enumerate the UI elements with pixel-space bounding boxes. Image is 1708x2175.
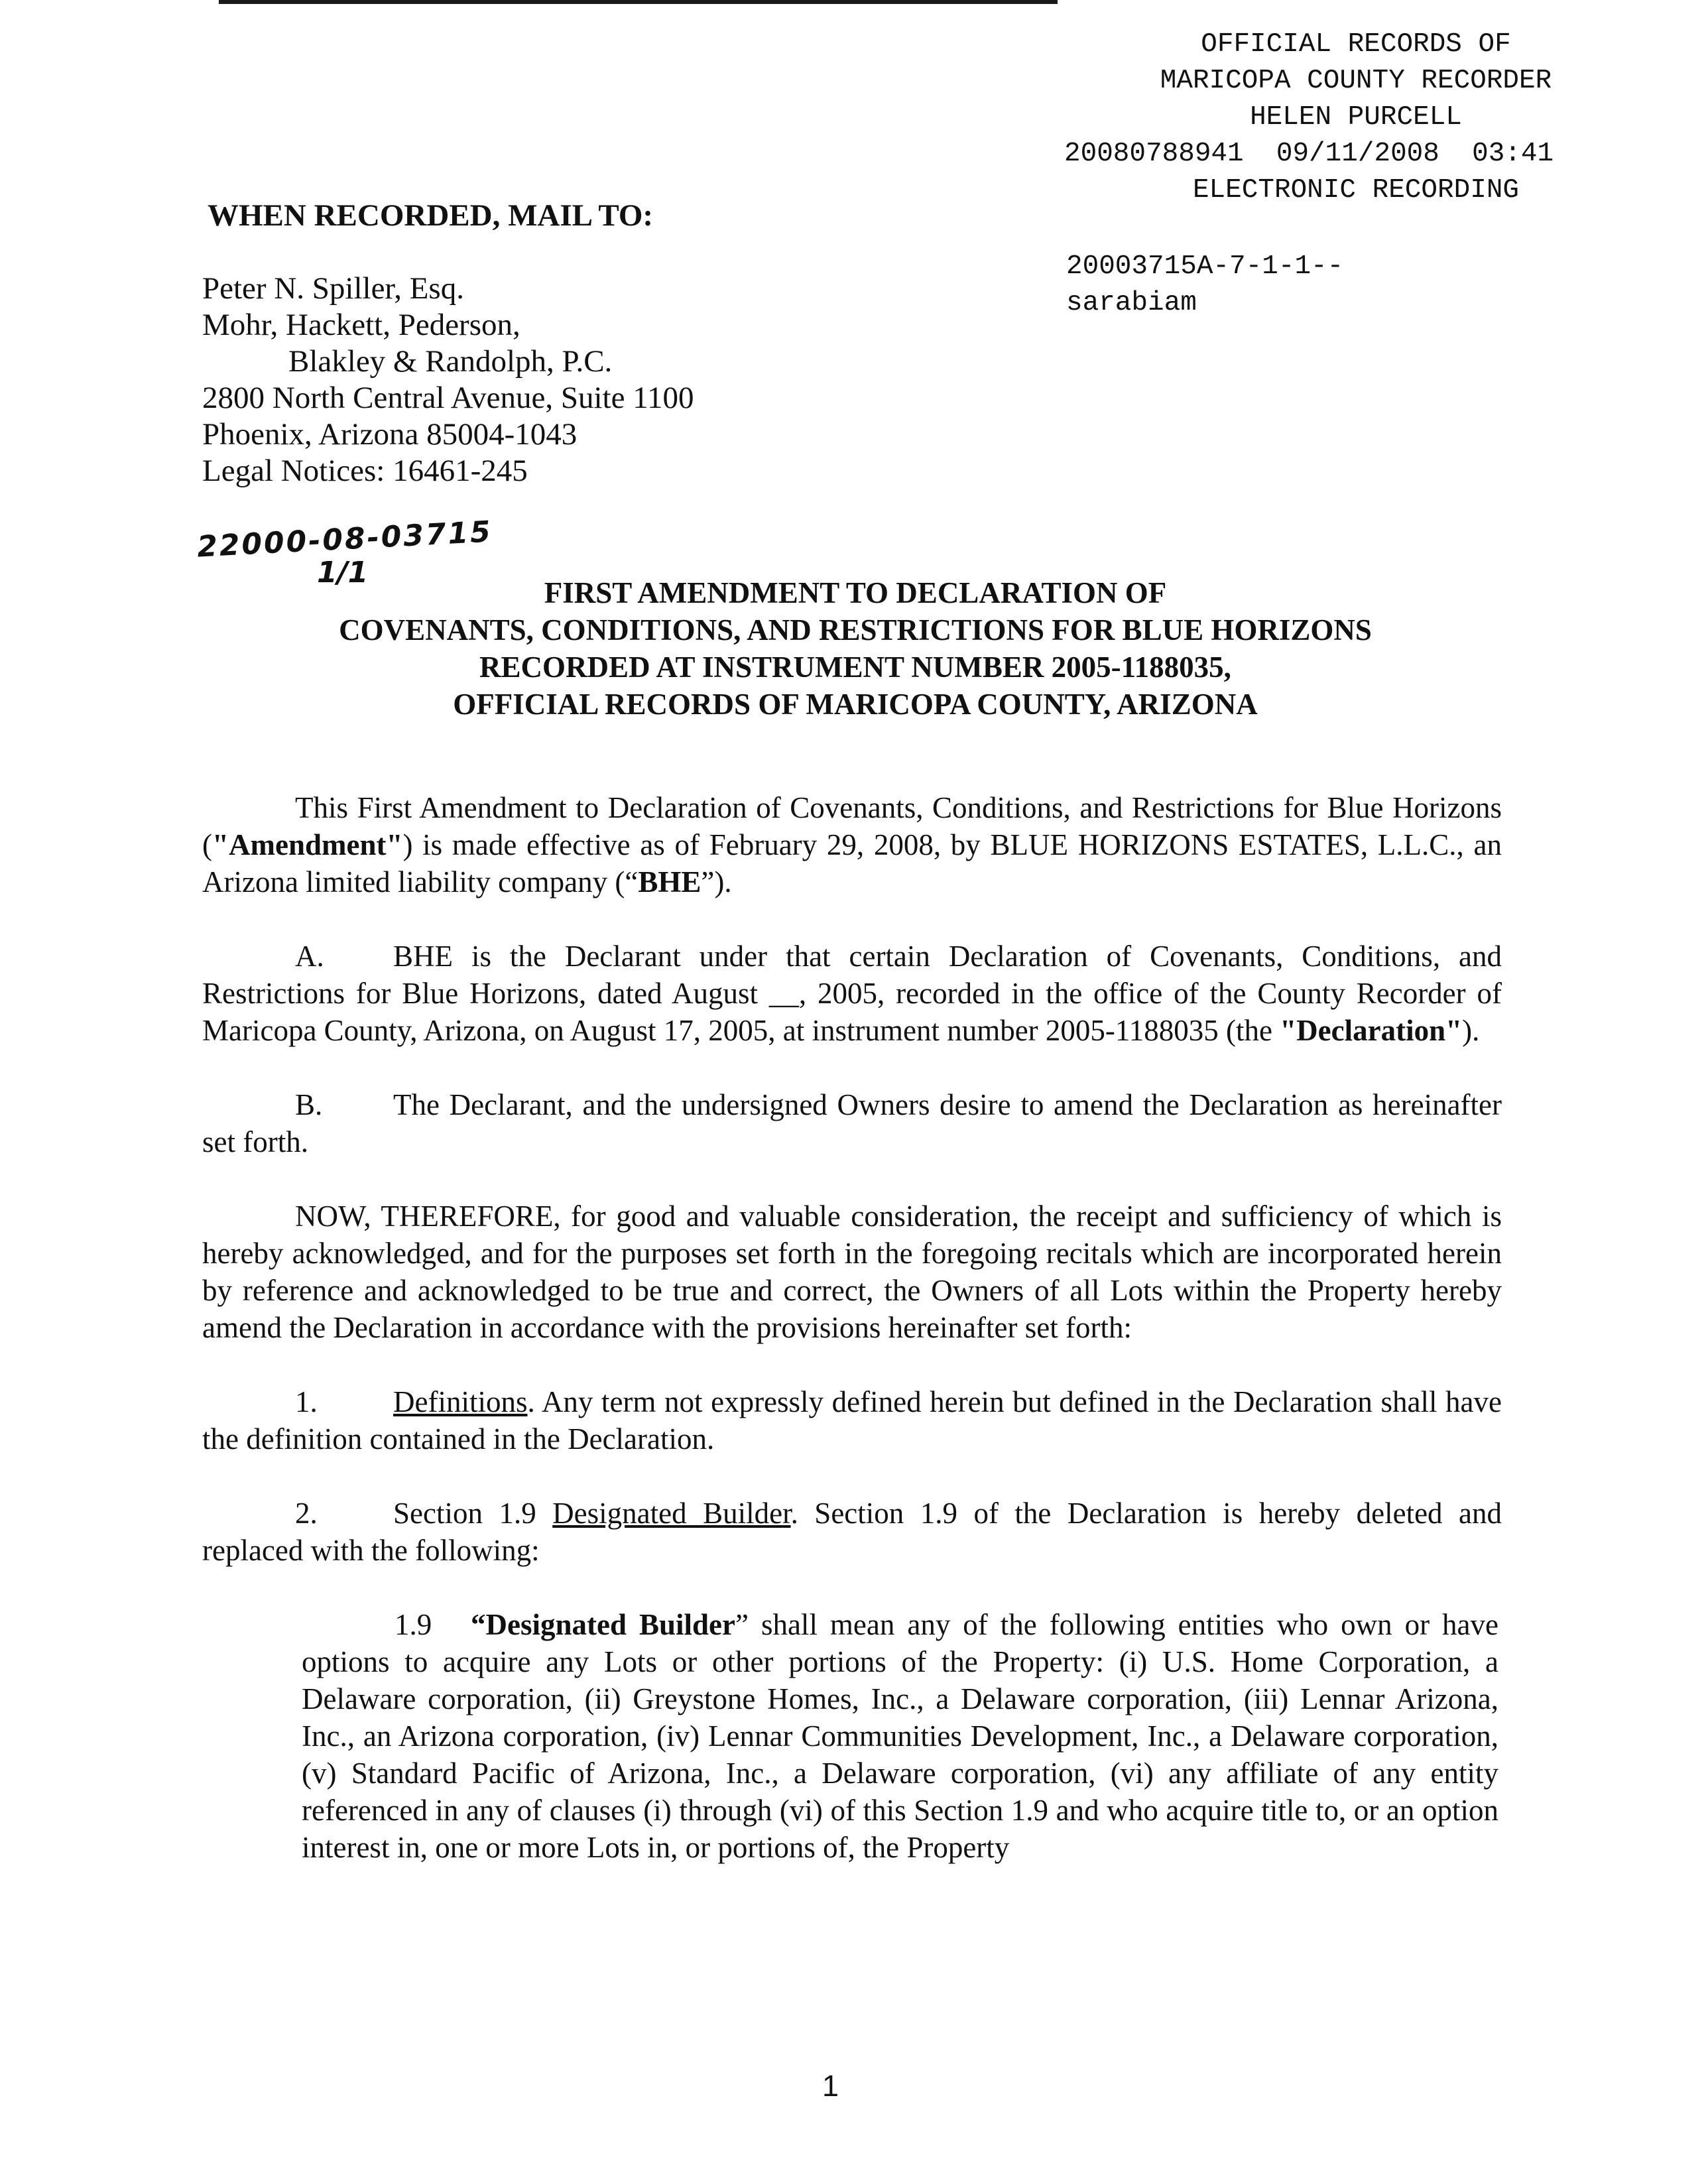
- quoted-section-text: ” shall mean any of the following entities who own or have options to acquire any Lots or other portions of the Property: (i) U.S. Home Corporation, a Delaware corporation, (ii) Greystone Homes, Inc., a Delaware corporation, (iii) Lennar Arizona, Inc., an Arizona corporation, (iv) Lennar Communities Development, Inc., a Delaware corporation, (v) Standard Pacific of Arizona, Inc., a Delaware corporation, (vi) any affiliate of any entity referenced in any of clauses (i) through (vi) of this Section 1.9 and who acquire title to, or an option interest in, one or more Lots in, or portions of, the Property: [302, 1608, 1498, 1864]
- designated-builder-term: “Designated Builder: [471, 1608, 735, 1641]
- title-line: COVENANTS, CONDITIONS, AND RESTRICTIONS FOR BLUE HORIZONS: [339, 613, 1372, 647]
- document-title: [199, 574, 1512, 723]
- intro-text: This First Amendment to Declaration of Covenants, Conditions, and Restrictions for Blue Horizons (: [202, 791, 1502, 861]
- section-2-number: 2.: [295, 1497, 318, 1530]
- city-state-zip: Phoenix, Arizona 85004-1043: [202, 417, 578, 452]
- recorder-line: OFFICIAL RECORDS OF: [1201, 29, 1511, 60]
- intro-text-cont: ) is made effective as of February 29, 2008, by BLUE HORIZONS ESTATES, L.L.C., an Arizona limited liability company (“: [202, 828, 1502, 899]
- recital-a-end: ).: [1462, 1014, 1480, 1047]
- section-1-heading: Definitions: [393, 1385, 528, 1418]
- recital-a: [202, 938, 1502, 1049]
- quoted-section-number: 1.9: [395, 1608, 432, 1641]
- title-line: FIRST AMENDMENT TO DECLARATION OF: [544, 576, 1167, 609]
- recording-user: sarabiam: [1066, 288, 1197, 318]
- now-therefore-paragraph: [202, 1198, 1502, 1346]
- section-2-text: . Section 1.9 of the Declaration is hereby deleted and replaced with the following:: [202, 1497, 1502, 1567]
- recital-b: [202, 1086, 1502, 1160]
- quoted-section-1-9: [302, 1606, 1498, 1866]
- mail-to-heading: WHEN RECORDED, MAIL TO:: [208, 198, 654, 233]
- section-1: [202, 1383, 1502, 1458]
- recorder-stamp: [1058, 27, 1654, 209]
- addressee-name: Peter N. Spiller, Esq.: [202, 271, 464, 306]
- section-2-prefix: Section 1.9: [393, 1497, 553, 1530]
- declaration-term: "Declaration": [1280, 1014, 1463, 1047]
- firm-name: Mohr, Hackett, Pederson,: [202, 308, 520, 342]
- mail-to-address: [202, 271, 694, 489]
- recital-a-label: A.: [295, 940, 324, 973]
- intro-paragraph: [202, 789, 1502, 901]
- recital-b-label: B.: [295, 1088, 323, 1121]
- firm-name-continued: Blakley & Randolph, P.C.: [288, 344, 613, 379]
- bhe-term: BHE: [638, 865, 702, 899]
- amendment-term: "Amendment": [212, 828, 403, 861]
- instrument-number: 20080788941 09/11/2008 03:41: [1064, 139, 1554, 169]
- recorder-line: HELEN PURCELL: [1250, 102, 1462, 133]
- recording-code-id: 20003715A-7-1-1--: [1066, 251, 1344, 282]
- street-address: 2800 North Central Avenue, Suite 1100: [202, 381, 694, 415]
- recording-code: [1066, 249, 1343, 322]
- section-1-text: . Any term not expressly defined herein but defined in the Declaration shall have the definition contained in the Declaration.: [202, 1385, 1502, 1456]
- handwritten-file-number: 22000-08-03715: [196, 515, 493, 564]
- top-scan-line: [219, 0, 1058, 4]
- section-2: [202, 1495, 1502, 1569]
- legal-notices: Legal Notices: 16461-245: [202, 454, 528, 488]
- intro-text-end: ”).: [701, 865, 732, 899]
- document-body: [202, 789, 1502, 1903]
- recital-a-text: BHE is the Declarant under that certain Declaration of Covenants, Conditions, and Restrictions for Blue Horizons, dated August __, 2005, recorded in the office of the County Recorder of Maricopa County, Arizona, on August 17, 2005, at instrument number 2005-1188035 (the: [202, 940, 1502, 1047]
- recital-b-text: The Declarant, and the undersigned Owners desire to amend the Declaration as hereinafter set forth.: [202, 1088, 1502, 1158]
- section-1-number: 1.: [295, 1385, 318, 1418]
- section-2-heading: Designated Builder: [552, 1497, 791, 1530]
- recorder-line: MARICOPA COUNTY RECORDER: [1160, 66, 1552, 96]
- title-line: RECORDED AT INSTRUMENT NUMBER 2005-1188035,: [479, 651, 1231, 684]
- recording-type: ELECTRONIC RECORDING: [1192, 175, 1520, 206]
- page-number: 1: [822, 2069, 839, 2103]
- title-line: OFFICIAL RECORDS OF MARICOPA COUNTY, ARIZONA: [453, 688, 1258, 721]
- now-therefore-text: NOW, THEREFORE, for good and valuable consideration, the receipt and sufficiency of which is hereby acknowledged, and for the purposes set forth in the foregoing recitals which are incorporated herein by reference and acknowledged to be true and correct, the Owners of all Lots within the Property hereby amend the Declaration in accordance with the provisions hereinafter set forth:: [202, 1200, 1502, 1344]
- handwritten-page-count: 1/1: [317, 556, 369, 590]
